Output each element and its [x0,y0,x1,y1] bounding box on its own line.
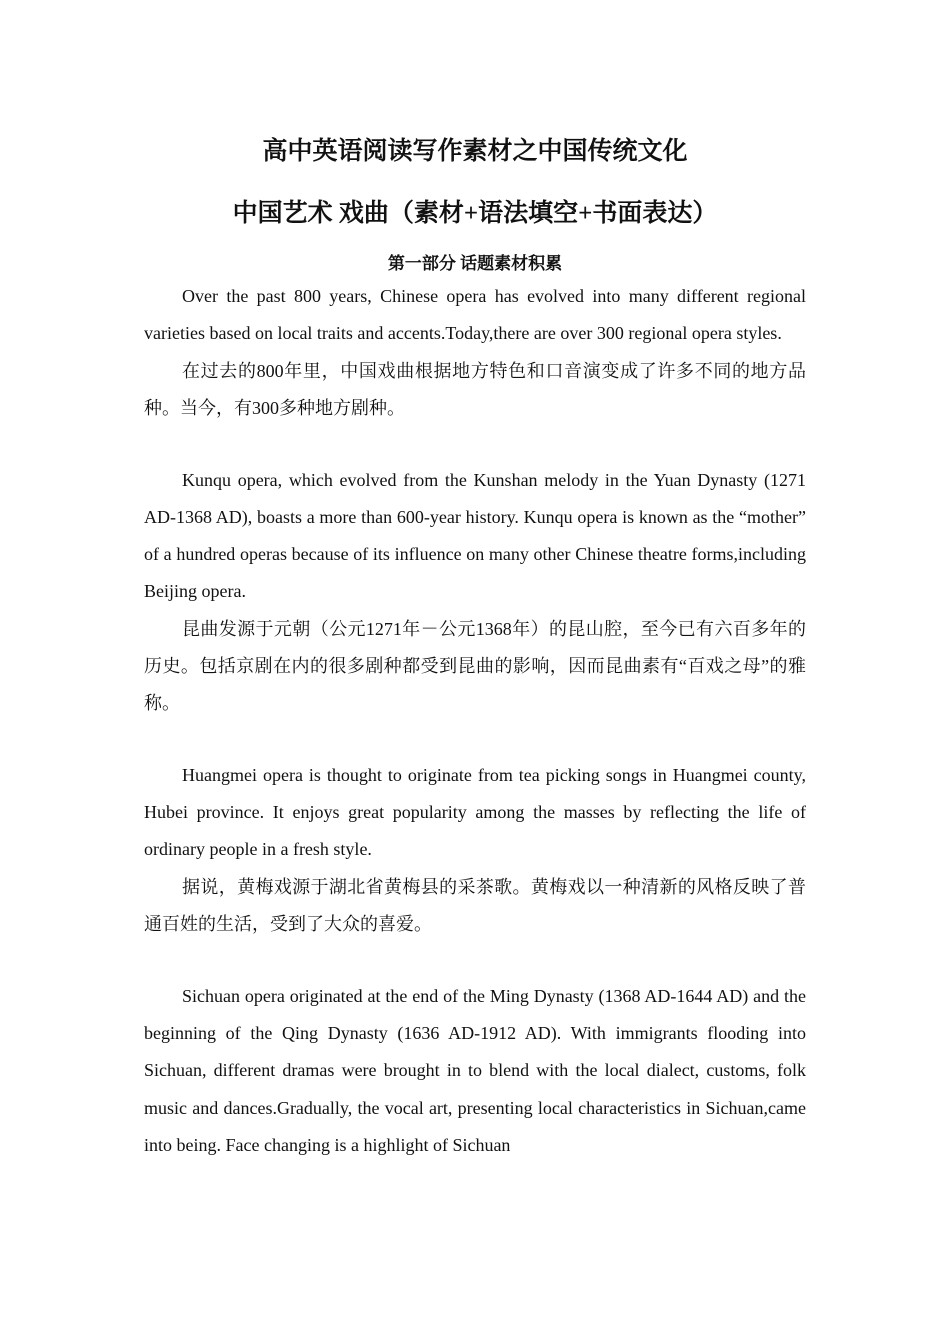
document-title: 高中英语阅读写作素材之中国传统文化 [262,138,688,165]
paragraph-chinese-3: 据说，黄梅戏源于湖北省黄梅县的采茶歌。黄梅戏以一种清新的风格反映了普通百姓的生活，受到了大众的喜爱。 [144,876,806,934]
paragraph-english-3: Huangmei opera is thought to originate from tea picking songs in Huangmei county, Hubei province. It enjoys great popularity among the masses by reflecting the life of ordinary people in a fresh style. [144,764,806,860]
document-page [144,128,806,1164]
paragraph-gap [144,722,806,757]
paragraph-english-4: Sichuan opera originated at the end of the Ming Dynasty (1368 AD-1644 AD) and the beginning of the Qing Dynasty (1636 AD-1912 AD). With immigrants flooding into Sichuan, different dramas were brought in to blend with the local dialect, customs, folk music and dances.Gradually, the vocal art, presenting local characteristics in Sichuan,came into being. Face changing is a highlight of Sichuan [144,985,806,1155]
paragraph-chinese-2: 昆曲发源于元朝（公元1271年－公元1368年）的昆山腔，至今已有六百多年的历史。包括京剧在内的很多剧种都受到昆曲的影响，因而昆曲素有“百戏之母”的雅称。 [144,618,806,713]
section-heading: 第一部分 话题素材积累 [387,254,563,273]
paragraph-english-2: Kunqu opera, which evolved from the Kunshan melody in the Yuan Dynasty (1271 AD-1368 AD), boasts a more than 600-year history. Kunqu opera is known as the “mother” of a hundred operas because of its influence on many other Chinese theatre forms,including Beijing opera. [144,469,806,602]
paragraph-chinese-1: 在过去的800年里，中国戏曲根据地方特色和口音演变成了许多不同的地方品种。当今，有300多种地方剧种。 [144,360,806,418]
paragraph-gap [144,427,806,462]
paragraph-gap [144,943,806,978]
paragraph-english-1: Over the past 800 years, Chinese opera has evolved into many different regional varieties based on local traits and accents.Today,there are over 300 regional opera styles. [144,286,806,344]
document-subtitle: 中国艺术 戏曲（素材+语法填空+书面表达） [232,200,718,227]
